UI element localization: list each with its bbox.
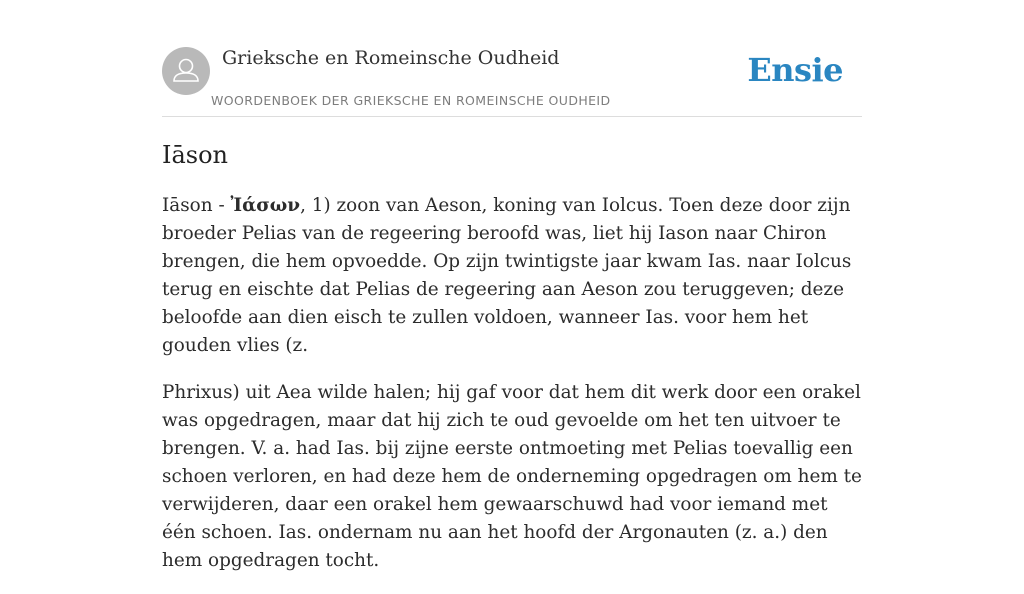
entry-content [162, 192, 862, 594]
entry-paragraph-1 [162, 192, 862, 360]
paragraph-1-text: , 1) zoon van Aeson, koning van Iolcus. Toen deze door zijn broeder Pelias van de regeering beroofd was, liet hij Iason naar Chiron brengen, die hem opvoedde. Op zijn twintigste jaar kwam Ias. naar Iolcus terug en eischte dat Pelias de regeering aan Aeson zou teruggeven; deze beloofde aan dien eisch te zullen voldoen, wanneer Ias. voor hem het gouden vlies (z. [162, 195, 852, 356]
user-icon-glyph [162, 47, 210, 95]
entry-title: Iāson [162, 141, 229, 169]
user-icon[interactable] [162, 47, 210, 95]
separator: - [212, 195, 231, 216]
headword: Iāson [162, 195, 213, 216]
entry-paragraph-2: Phrixus) uit Aea wilde halen; hij gaf voor dat hem dit werk door een orakel was opgedragen, maar dat hij zich te oud gevoelde om het ten uitvoer te brengen. V. a. had Ias. bij zijne eerste ontmoeting met Pelias toevallig een schoen verloren, en had deze hem de onderneming opgedragen om hem te verwijderen, daar een orakel hem gewaarschuwd had voor iemand met één schoen. Ias. ondernam nu aan het hoofd der Argonauten (z. a.) den hem opgedragen tocht. [162, 382, 862, 571]
site-title[interactable]: Grieksche en Romeinsche Oudheid [222, 47, 560, 69]
site-header [162, 46, 862, 117]
greek-term: Ἰάσων [230, 195, 301, 216]
site-subtitle: WOORDENBOEK DER GRIEKSCHE EN ROMEINSCHE OUDHEID [211, 93, 611, 108]
brand-logo[interactable]: Ensie [747, 51, 843, 89]
